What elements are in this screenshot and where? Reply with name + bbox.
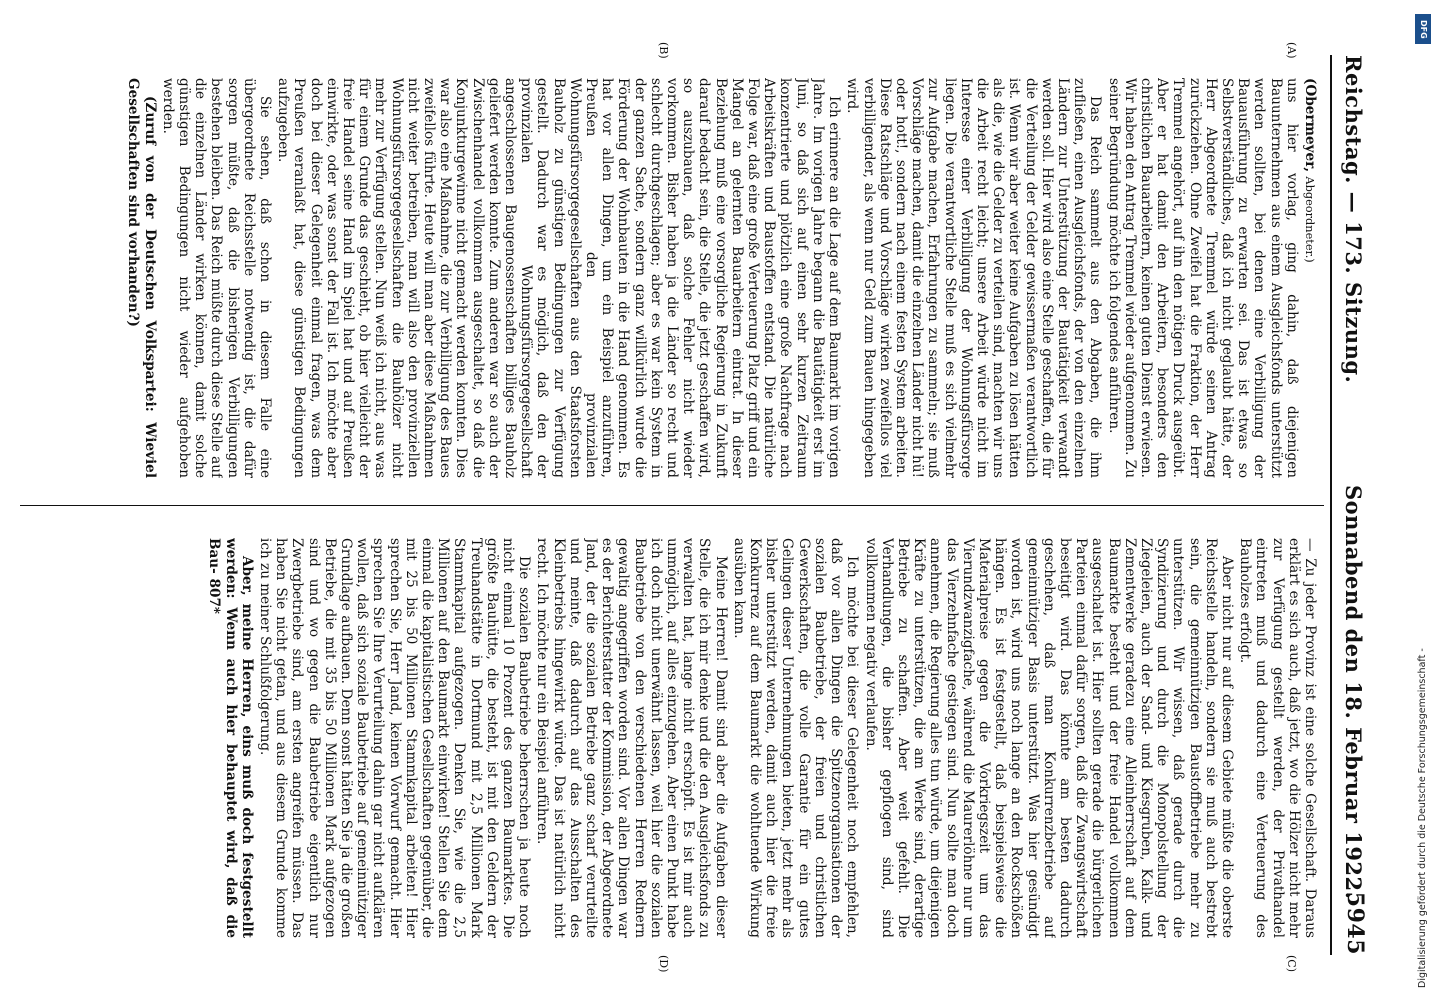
paragraph: Aber, meine Herren, eins muß doch festgestellt werden: Wenn auch hier behauptet wird, daß die Bau- 807* [206,538,255,938]
speaker-line [1302,78,1318,478]
credit-text: Digitalisierung gefördert durch die Deutsche Forschungsgemeinschaft - [1417,648,1428,988]
page-number: 5945 [1342,891,1368,955]
header-session: Reichstag. — 173. Sitzung. [1341,55,1366,384]
paragraph: Sie sehen, daß schon in diesem Falle eine übergeordnete Reichsstelle notwendig ist, die dafür sorgen müßte, daß die bisherigen Verbilligungen bestehen bleiben. Das Reich müßte durch diese Stelle auf die einzelnen Länder wirken können, damit solche günstigen Bedingungen nicht wieder aufgehoben werden. [159,78,273,478]
header-date: Sonnabend den 18. Februar 1922. [1341,485,1366,900]
column-divider [20,505,1324,506]
paragraph: uns hier vorlag, ging dahin, daß diejenigen Bauunternehmen aus einem Ausgleichsfonds unterstützt werden sollten, bei denen eine Verbilligung der Bauausführung zu erwarten sei. Das ist etwas so Selbstverständliches, daß ich nicht geglaubt hätte, der Herr Abgeordnete Tremmel würde seinen Antrag zurückziehen. Ohne Zweifel hat die Fraktion, der Herr Tremmel angehört, auf ihn den nötigen Druck ausgeübt. Aber er hat damit den Arbeitern, besonders den christlichen Bauarbeitern, keinen guten Dienst erwiesen. Wir haben den Antrag Tremmel wieder aufgenommen. Zu seiner Begründung möchte ich folgendes anführen. [1105,78,1300,478]
speaker-name: (Obermeyer, [1302,78,1318,173]
page-header [1330,55,1372,955]
margin-mark-d: (D) [657,955,670,973]
paragraph: Ich möchte bei dieser Gelegenheit noch empfehlen, daß vor allen Dingen die Spitzenorganisationen der sozialen Baubetriebe, der freien und christlichen Gewerkschaften, die volle Garantie für ein gutes Gelingen dieser Unternehmungen bieten, jetzt mehr als bisher unterstützt werden, damit auch hier die freie Konkurrenz auf dem Baumarkt die wohltuende Wirkung ausüben kann. [730,538,861,938]
margin-mark-c: (C) [1285,955,1298,972]
margin-mark-a: (A) [1285,42,1298,59]
speaker-role: Abgeordneter.) [1303,176,1317,263]
dfg-logo: DFG [1415,14,1431,44]
right-column [30,538,1318,938]
paragraph: — Zu jeder Provinz ist eine solche Gesellschaft. Daraus erklärt es sich auch, daß jetzt, wo die Hölzer nicht mehr zur Verfügung gestellt werden, der Privathandel eintreten muß und dadurch eine Verteuerung des Bauholzes erfolgt. [1237,538,1318,938]
paragraph: Die sozialen Baubetriebe beherrschen ja heute noch nicht einmal 10 Prozent des ganzen Baumarktes. Die größte Bauhütte, die besteht, ist mit den Geldern der Treuhandstätte in Dortmund mit 2,5 Millionen Mark Stammkapital aufgezogen. Denken Sie, wie die 2,5 Millionen auf den Baumarkt einwirken! Stellen Sie dem einmal die kapitalistischen Gesellschaften gegenüber, die mit 25 bis 50 Millionen Stammkapital arbeiten! Hier sprechen Sie, Herr Jand, keinen Vorwurf gemacht. Hier sprechen Sie Ihre Verurteilung dahin gar nicht aufklären wollen, daß sich soziale Baubetriebe auf gemeinnütziger Grundlage aufbauen. Denn sonst hätten Sie ja die großen Betriebe, die mit 35 bis 50 Millionen Mark aufgezogen sind und wo gegen die Baubetriebe eigentlich nur Zwergbetriebe sind, am ersten angreifen müssen. Das haben Sie nicht getan, und aus diesem Grunde komme ich zu meiner Schlußfolgerung. [257,538,533,938]
paragraph: Das Reich sammelt aus den Abgaben, die ihm zufließen, einen Ausgleichsfonds, der von den einzelnen Ländern zur Unterstützung der Bautätigkeit verwandt werden soll. Hier wird also eine Stelle geschaffen, die für die Verteilung der Gelder gewissermaßen verantwortlich ist. Wenn wir aber weiter keine Aufgaben zu lösen hätten als die, wie die Gelder zu verteilen sind, machten wir uns die Arbeit recht leicht; unsere Arbeit würde nicht im Interesse einer Verbilligung der Wohnungsfürsorge liegen. Die verantwortliche Stelle muß es sich vielmehr zur Aufgabe machen, Erfahrungen zu sammeln; sie muß Vorschläge machen, damit die einzelnen Länder nicht hü! oder hott!, sondern nach einem festen System arbeiten. Diese Ratschläge und Vorschläge wirken zweifellos viel verbilligender, als wenn nur Geld zum Bauen hingegeben wird. [844,78,1104,478]
paragraph: Meine Herren! Damit sind aber die Aufgaben dieser Stelle, die ich mir denke und die den Ausgleichsfonds zu verwalten hat, lange nicht erschöpft. Es ist mir auch unmöglich, auf alles einzugehen. Aber einen Punkt habe ich doch nicht unerwähnt lassen, weil hier die sozialen Baubetriebe von den verschiedenen Herren Rednern gewaltig angegriffen worden sind. Vor allen Dingen war es der Berichterstatter der Kommission, der Abgeordnete Jand, der die sozialen Betriebe ganz scharf verurteilte und meinte, daß dadurch auf das Ausschalten des Kleinbetriebs hingewirkt würde. Das ist natürlich nicht recht. Ich möchte nur ein Beispiel anführen. [534,538,729,938]
digitization-credit [1415,8,1433,992]
paragraph: Ich erinnere an die Lage auf dem Baumarkt im vorigen Jahre. Im vorigen Jahre begann die Bautätigkeit erst im Juni, so daß sich auf einen sehr kurzen Zeitraum konzentrierte und plötzlich eine große Nachfrage nach Arbeitskräften und Baustoffen entstand. Die natürliche Folge war, daß eine große Verteuerung Platz griff und ein Mangel an gelernten Bauarbeitern eintrat. In dieser Beziehung muß eine vorsorgliche Regierung in Zukunft darauf bedacht sein, die Stelle, die jetzt geschaffen wird, so auszubauen, daß solche Fehler nicht wieder vorkommen. Bisher haben ja die Länder so recht und schlecht durchgeschlagen; aber es war kein System in der ganzen Sache, sondern ganz willkürlich wurde die Förderung der Wohnbauten in die Hand genommen. Es hat vor allen Dingen, um ein Beispiel anzuführen, Preußen den provinzialen Wohnungsfürsorgegesellschaften aus den Staatsforsten Bauholz zu günstigen Bedingungen zur Verfügung gestellt. Dadurch war es möglich, daß den der provinzialen Wohnungsfürsorgegesellschaft angeschlossenen Baugenossenschaften billiges Bauholz geliefert werden konnte. Zum anderen war so auch der Zwischenhandel vollkommen ausgeschaltet, so daß die Konjunkturgewinne nicht gemacht werden konnten. Dies war also eine Maßnahme, die zur Verbilligung des Baues zweifellos führte. Heute will man aber diese Maßnahmen nicht weiter betreiben, man will also den provinziellen Wohnungsfürsorgegesellschaften die Bauhölzer nicht mehr zur Verfügung stellen. Nun weiß ich nicht, aus was für einem Grunde das geschieht, ob hier vielleicht der freie Handel seine Hand im Spiel hat und auf Preußen einwirkte, oder was sonst der Fall ist. Ich möchte aber doch bei dieser Gelegenheit einmal fragen, was dem Preußen veranlaßt hat, diese günstigen Bedingungen aufzugeben. [275,78,843,478]
interjection: (Zuruf von der Deutschen Volkspartei: Wieviel Gesellschaften sind vorhanden?) [125,78,158,478]
paragraph: Aber nicht nur auf diesem Gebiete müßte die oberste Reichsstelle handeln, sondern sie muß auch bestrebt sein, die gemeinnützigen Baustoffbetriebe mehr zu unterstützen. Wir wissen, daß gerade durch die Syndizierung und durch die Monopolstellung der Ziegeleien, auch der Sand- und Kiesgruben, Kalk- und Zementwerke geradezu eine Alleinherrschaft auf dem Baumarkte besteht und der freie Handel vollkommen ausgeschaltet ist. Hier sollten gerade die bürgerlichen Parteien einmal dafür sorgen, daß die Zwangswirtschaft beseitigt wird. Das könnte am besten dadurch geschehen, daß man Konkurrenzbetriebe auf gemeinnütziger Basis unterstützt. Was hier gesündigt worden ist, wird uns noch lange an den Rockschößen hängen. Es ist festgestellt, daß beispielsweise die Materialpreise gegen die Vorkriegszeit um das Vierundzwanzigfache, während die Maurerlöhne nur um das Vierzehnfache gestiegen sind. Nun sollte man doch annehmen, die Regierung alles tun würde, um diejenigen Kräfte zu unterstützen, die am Werke sind, derartige Betriebe zu schaffen. Aber weit gefehlt. Die Verhandlungen, die bisher gepflogen sind, sind vollkommen negativ verlaufen. [862,538,1235,938]
margin-mark-b: (B) [657,42,670,59]
left-column [30,78,1318,478]
